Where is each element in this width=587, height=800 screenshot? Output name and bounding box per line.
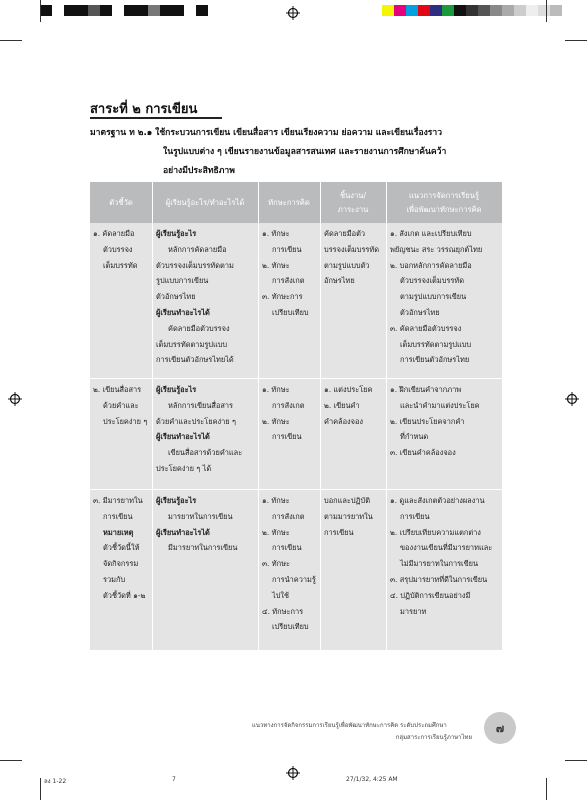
crop-mark — [0, 40, 22, 41]
heading-underline — [90, 117, 222, 119]
cell-line: เปรียบเทียบ — [272, 622, 309, 632]
cell-line: คำคล้องจอง — [324, 416, 363, 426]
table-cell-work — [324, 382, 372, 429]
table-cell-work — [324, 493, 373, 540]
cell-line: ๓. ทักษะการ — [262, 292, 303, 302]
cell-line: มีมารยาทในการเขียน — [168, 543, 238, 553]
registration-bar — [40, 5, 208, 16]
cell-line: เต็มบรรทัดตามรูปแบบ — [400, 339, 472, 349]
cell-line: เต็มบรรทัดตามรูปแบบ — [156, 339, 228, 349]
cell-line: ตามรูปแบบตัว — [324, 260, 370, 270]
cell-line: ๒. เขียนสื่อสาร — [93, 385, 142, 394]
cell-line: จัดกิจกรรม — [103, 559, 139, 569]
cell-line: ๑. สังเกต และเปรียบเทียบ — [390, 229, 472, 238]
table-cell-learning — [156, 493, 237, 556]
table-cell-approach — [390, 493, 492, 619]
crop-mark — [0, 760, 22, 761]
cell-line: ด้วยคำและ — [103, 400, 139, 410]
table-cell-approach — [390, 226, 482, 368]
registration-target-icon — [286, 6, 300, 20]
cell-line: การเขียน — [103, 511, 133, 521]
cell-line: ตัวอักษรไทย — [400, 307, 440, 317]
cell-line: ตามรูปแบบการเขียน — [400, 292, 467, 302]
cell-line: ผู้เรียนทำอะไรได้ — [156, 432, 210, 442]
table-cell-approach — [390, 382, 480, 461]
cell-line: การสังเกต — [272, 400, 305, 410]
curriculum-table — [90, 182, 502, 650]
cell-line: ๓. มีมารยาทใน — [93, 496, 143, 505]
cell-line: การสังเกต — [272, 276, 305, 286]
cell-line: หลักการเขียนสื่อสาร — [168, 400, 234, 410]
cell-line: อักษรไทย — [324, 276, 355, 286]
cell-line: ด้วยคำและประโยคง่าย ๆ — [156, 416, 236, 426]
standard-line-3: อย่างมีประสิทธิภาพ — [163, 166, 235, 176]
cell-line: ตัวอักษรไทย — [156, 292, 196, 302]
cell-line: มารยาท — [400, 606, 427, 616]
cell-line: ๒. เปรียบเทียบความแตกต่าง — [390, 527, 481, 537]
header-approach: แนวการจัดการเรียนรู้ เพื่อพัฒนาทักษะการคิด — [406, 190, 482, 214]
registration-target-icon — [565, 392, 579, 406]
cell-line: ๑. ฝึกเขียนคำจากภาพ — [390, 385, 462, 394]
cell-line: ๒. ทักษะ — [262, 527, 290, 537]
cell-line: ตัวบรรจงเต็มบรรทัด — [400, 276, 465, 286]
standard-line-2: ในรูปแบบต่าง ๆ เขียนรายงานข้อมูลสารสนเทศ และรายงานการศึกษาค้นคว้า — [163, 147, 447, 157]
cell-line: ๑. แต่งประโยค — [324, 385, 373, 394]
column-divider — [320, 182, 321, 650]
cell-line: การเขียนตัวอักษรไทยได้ — [156, 355, 234, 365]
cell-line: ประโยคง่าย ๆ — [103, 416, 148, 426]
column-divider — [258, 182, 259, 650]
row-divider — [90, 378, 502, 379]
section-heading-text: สาระที่ ๒ การเขียน — [90, 102, 198, 117]
table-cell-indicator — [93, 493, 145, 604]
cell-line: เปรียบเทียบ — [272, 307, 309, 317]
page-number-badge — [484, 712, 516, 744]
standard-statement — [90, 124, 520, 181]
footer-subject-group: กลุ่มสาระการเรียนรู้ภาษาไทย — [395, 734, 472, 741]
table-cell-thinking — [262, 226, 309, 321]
registration-target-icon — [286, 766, 300, 780]
cell-line: ไม่มีมารยาทในการเขียน — [400, 559, 479, 569]
column-divider — [152, 182, 153, 650]
cell-line: การเขียน — [272, 432, 302, 442]
cell-line: มารยาทในการเขียน — [168, 511, 233, 521]
row-divider — [90, 489, 502, 490]
cell-line: การสังเกต — [272, 511, 305, 521]
cell-line: ๒. ทักษะ — [262, 416, 290, 426]
cell-line: ๑. ดูและสังเกตตัวอย่างผลงาน — [390, 496, 485, 505]
slug-date: 27/1/32, 4:25 AM — [346, 776, 398, 783]
cell-line: การเขียน — [272, 543, 302, 553]
crop-mark — [40, 778, 41, 800]
table-cell-indicator — [93, 226, 138, 273]
cell-line: ๓. คัดลายมือตัวบรรจง — [390, 323, 462, 333]
cell-line: ๒. เขียนประโยคจากคำ — [390, 416, 465, 426]
cell-line: ๑. ทักษะ — [262, 385, 290, 394]
slug-page: 7 — [172, 776, 176, 783]
column-divider — [386, 182, 387, 650]
cell-line: บอกและปฏิบัติ — [324, 496, 371, 505]
cell-line: เขียนสื่อสารด้วยคำและ — [168, 448, 243, 458]
header-indicator: ตัวชี้วัด — [109, 197, 133, 207]
cell-line: ๑. คัดลายมือ — [93, 229, 135, 238]
cell-line: คัดลายมือตัวบรรจง — [168, 323, 230, 333]
cell-line: ๔. ปฏิบัติการเขียนอย่างมี — [390, 590, 471, 600]
cell-line: และนำคำมาแต่งประโยค — [400, 400, 480, 410]
cell-line: ๒. เขียนคำ — [324, 400, 360, 410]
table-cell-learning — [156, 382, 242, 477]
slug-file: ลง 1-22 — [44, 778, 67, 785]
crop-mark — [565, 40, 587, 41]
cell-line: รวมกับ — [103, 574, 126, 584]
cell-line: ๓. สรุปมารยาทที่ดีในการเขียน — [390, 574, 488, 584]
cell-line: ๑. ทักษะ — [262, 229, 290, 238]
cell-line: ประโยคง่าย ๆ ได้ — [156, 463, 212, 473]
cell-line: การเขียน — [272, 244, 302, 254]
cell-line: ๒. ทักษะ — [262, 260, 290, 270]
registration-target-icon — [8, 392, 22, 406]
page-number: ๗ — [495, 722, 505, 735]
cell-line: คัดลายมือตัว — [324, 229, 366, 238]
cell-line: ของงานเขียนที่มีมารยาทและ — [400, 543, 493, 553]
cell-line: บรรจงเต็มบรรทัด — [324, 244, 380, 254]
table-cell-indicator — [93, 382, 147, 429]
header-thinking: ทักษะการคิด — [268, 197, 310, 207]
cell-line: ตัวบรรจง — [103, 244, 133, 254]
cell-line: ตามมารยาทใน — [324, 511, 373, 521]
cell-line: การนำความรู้ — [272, 574, 316, 584]
table-cell-learning — [156, 226, 234, 368]
cell-line: ตัวชี้วัดนี้ให้ — [103, 543, 140, 553]
cell-line: ผู้เรียนรู้อะไร — [156, 229, 197, 238]
cell-line: เต็มบรรทัด — [103, 260, 138, 270]
cell-line: ๑. ทักษะ — [262, 496, 290, 505]
section-heading — [90, 98, 197, 119]
table-cell-thinking — [262, 493, 316, 635]
cell-line: ผู้เรียนรู้อะไร — [156, 385, 197, 394]
table-cell-work — [324, 226, 379, 289]
crop-mark — [40, 0, 41, 22]
cell-line: การเขียนตัวอักษรไทย — [400, 355, 470, 365]
cell-line: การเขียน — [400, 511, 430, 521]
crop-mark — [565, 760, 587, 761]
cell-line: ผู้เรียนทำอะไรได้ — [156, 307, 210, 317]
cell-line: การเขียน — [324, 527, 354, 537]
cell-line: ตัวบรรจงเต็มบรรทัดตาม — [156, 260, 234, 270]
footer-book-title: แนวทางการจัดกิจกรรมการเรียนรู้เพื่อพัฒนาทักษะการคิด ระดับประถมศึกษา — [252, 722, 447, 729]
crop-mark — [546, 0, 547, 22]
cell-line: ๓. ทักษะ — [262, 559, 290, 569]
header-learning: ผู้เรียนรู้อะไร/ทำอะไรได้ — [165, 197, 245, 207]
cell-line: ๔. ทักษะการ — [262, 606, 304, 616]
cell-line: ที่กำหนด — [400, 432, 429, 442]
standard-line-1: มาตรฐาน ท ๒.๑ ใช้กระบวนการเขียน เขียนสื่อสาร เขียนเรียงความ ย่อความ และเขียนเรื่องราว — [90, 128, 443, 138]
cell-line: รูปแบบการเขียน — [156, 276, 209, 286]
cell-line: หลักการคัดลายมือ — [168, 244, 227, 254]
cell-line: ผู้เรียนรู้อะไร — [156, 496, 197, 505]
crop-mark — [546, 778, 547, 800]
cell-line: ไปใช้ — [272, 590, 290, 600]
table-cell-thinking — [262, 382, 305, 445]
color-bar — [382, 5, 562, 16]
cell-line: หมายเหตุ — [103, 527, 134, 537]
header-work: ชิ้นงาน/ ภาระงาน — [337, 190, 369, 214]
cell-line: พยัญชนะ สระ วรรณยุกต์ไทย — [390, 244, 483, 254]
cell-line: ตัวชี้วัดที่ ๑-๒ — [103, 590, 146, 600]
cell-line: ๒. บอกหลักการคัดลายมือ — [390, 260, 472, 270]
cell-line: ๓. เขียนคำคล้องจอง — [390, 448, 456, 458]
cell-line: ผู้เรียนทำอะไรได้ — [156, 527, 210, 537]
